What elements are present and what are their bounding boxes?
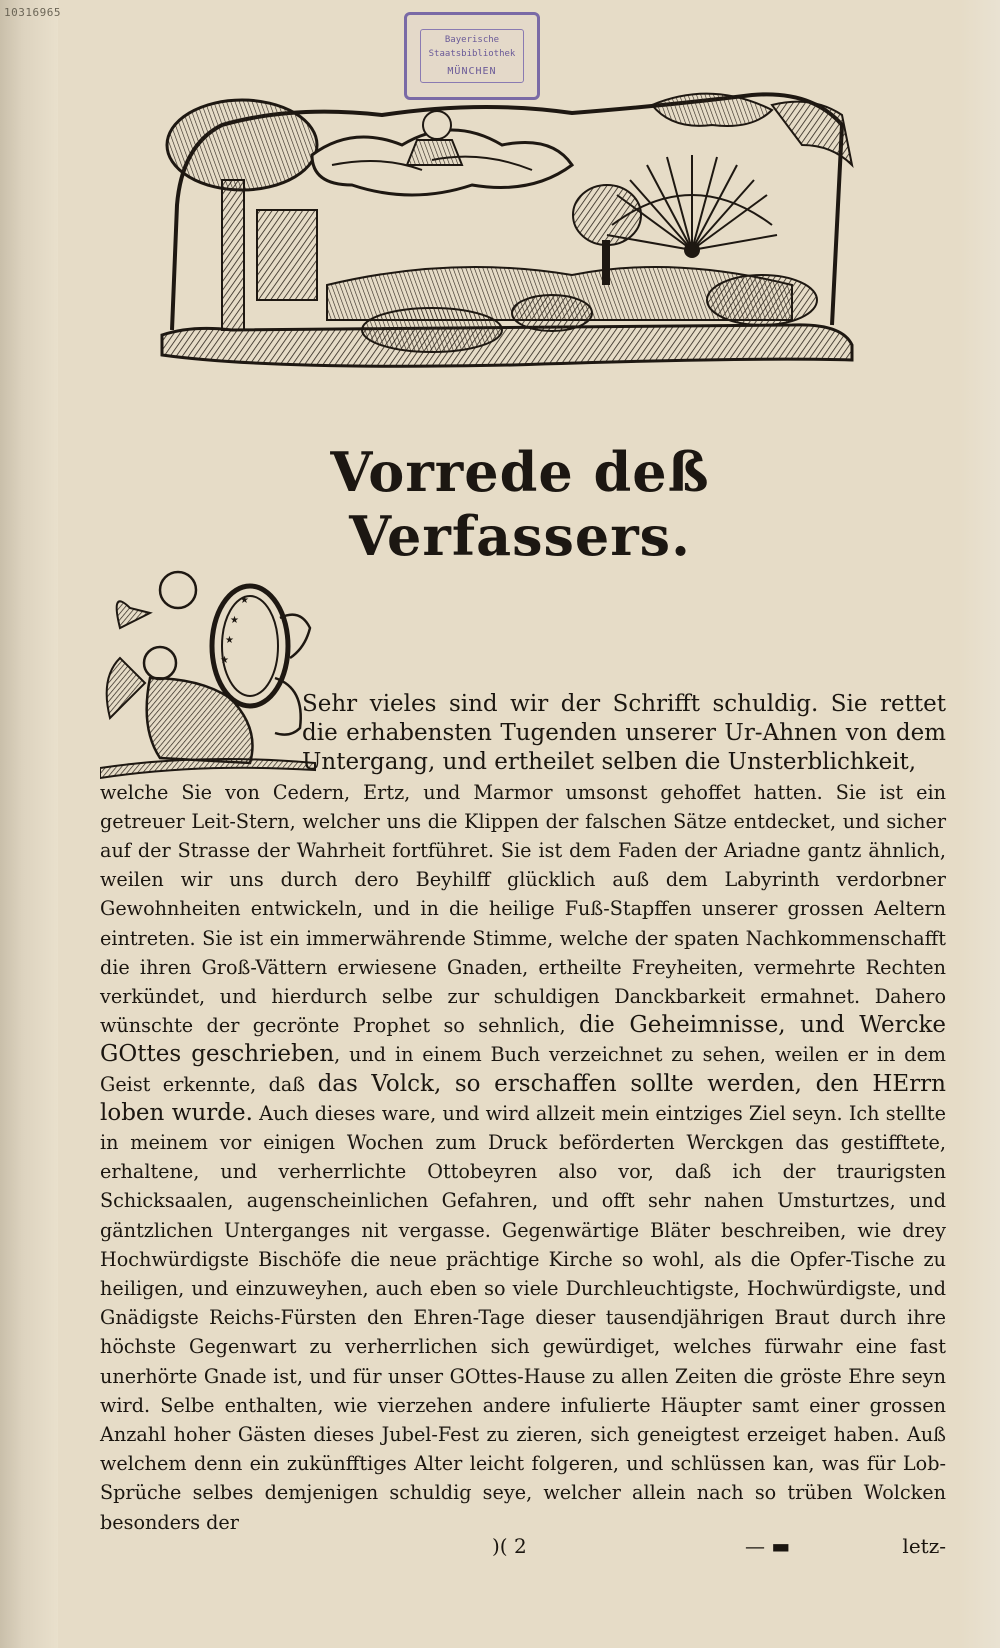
stamp-line-3: MÜNCHEN — [447, 66, 497, 77]
stamp-line-1: Bayerische — [444, 35, 500, 45]
svg-text:★: ★ — [240, 595, 249, 606]
svg-text:★: ★ — [220, 655, 229, 666]
catchword: letz- — [902, 1534, 946, 1558]
preface-paragraph-1: welche Sie von Cedern, Ertz, und Marmor umsonst gehoffet hatten. Sie ist ein getreuer Leit-Stern, welcher uns die Klippen der falschen Sätze entdecket, und sicher auf der Strasse der Wahrheit fortführet. Sie ist dem Faden der Ariadne gantz ähnlich, weilen wir uns durch dero Beyhilff glücklich auß dem Labyrinth verdorbner Gewohnheiten entwickeln, und in die heilige Fuß-Stapffen unserer grossen Aeltern eintreten. Sie ist ein immerwährende Stimme, welche der spaten Nachkommenschafft die ihren Groß-Vättern erwiesene Gnaden, ertheilte Freyheiten, vermehrte Rechten verkündet, und hierdurch selbe zur schuldigen Danckbarkeit ermahnet. Dahero wünschte der gecrönte Prophet so sehnlich, — [100, 780, 946, 1038]
footer-rule: — ▬ — [745, 1534, 791, 1558]
page-gutter — [0, 0, 58, 1648]
library-stamp-frame — [420, 29, 525, 83]
woodcut-headpiece — [152, 85, 868, 385]
page-footer — [100, 1534, 946, 1566]
preface-quote-2: das Volck, so erschaffen sollte werden, den HErrn loben wurde. — [100, 1070, 946, 1126]
preface-quote-1: die Geheimnisse, und Wercke GOttes geschrieben — [100, 1012, 946, 1068]
preface-paragraph-2: , und in einem Buch verzeichnet zu sehen, weilen er in dem Geist erkennte, daß — [100, 1043, 946, 1096]
shelfmark: 10316965 — [4, 6, 61, 19]
page-edge — [960, 0, 1000, 1648]
svg-text:★: ★ — [225, 635, 234, 646]
signature-mark: )( 2 — [492, 1534, 527, 1558]
preface-text — [100, 690, 946, 1537]
svg-text:★: ★ — [230, 615, 239, 626]
preface-opening: Sehr vieles sind wir der Schrifft schuldig. Sie rettet die erhabensten Tugenden unserer Ur-Ahnen von dem Untergang, und ertheilet selben die Unsterblichkeit, — [302, 691, 946, 776]
page-title: Vorrede deß Verfassers. — [330, 440, 710, 568]
stamp-line-2: Staatsbibliothek — [428, 49, 516, 59]
preface-paragraph-3: Auch dieses ware, und wird allzeit mein eintziges Ziel seyn. Ich stellte in meinem vor einigen Wochen zum Druck beförderten Werckgen das gestifftete, erhaltene, und verherrlichte Ottobeyren also vor, daß ich der traurigsten Schicksaalen, augenscheinlichen Gefahren, und offt sehr nahen Umsturtzes, und gäntzlichen Unterganges nit vergasse. Gegenwärtige Bläter beschreiben, wie drey Hochwürdigste Bischöfe die neue prächtige Kirche so wohl, als die Opfer-Tische zu heiligen, und einzuweyhen, auch eben so viele Durchleuchtigste, Hochwürdigste, und Gnädigste Reichs-Fürsten den Ehren-Tage dieser tausendjährigen Braut durch ihre höchste Gegenwart zu verherrlichen sich gewürdiget, welches fürwahr eine fast unerhörte Gnade ist, und für unser GOttes-Hause zu allen Zeiten die gröste Ehre seyn wird. Selbe enthalten, wie vierzehen andere infulierte Häupter samt einer grossen Anzahl hoher Gästen dieses Jubel-Fest zu zieren, sich geneigtest erzeiget haben. Auß welchem denn ein zukünfftiges Alter leicht folgeren, und schlüssen kan, was für Lob-Sprüche selbes demjenigen schuldig seye, welcher allein nach so trüben Wolcken besonders der — [100, 1101, 946, 1534]
